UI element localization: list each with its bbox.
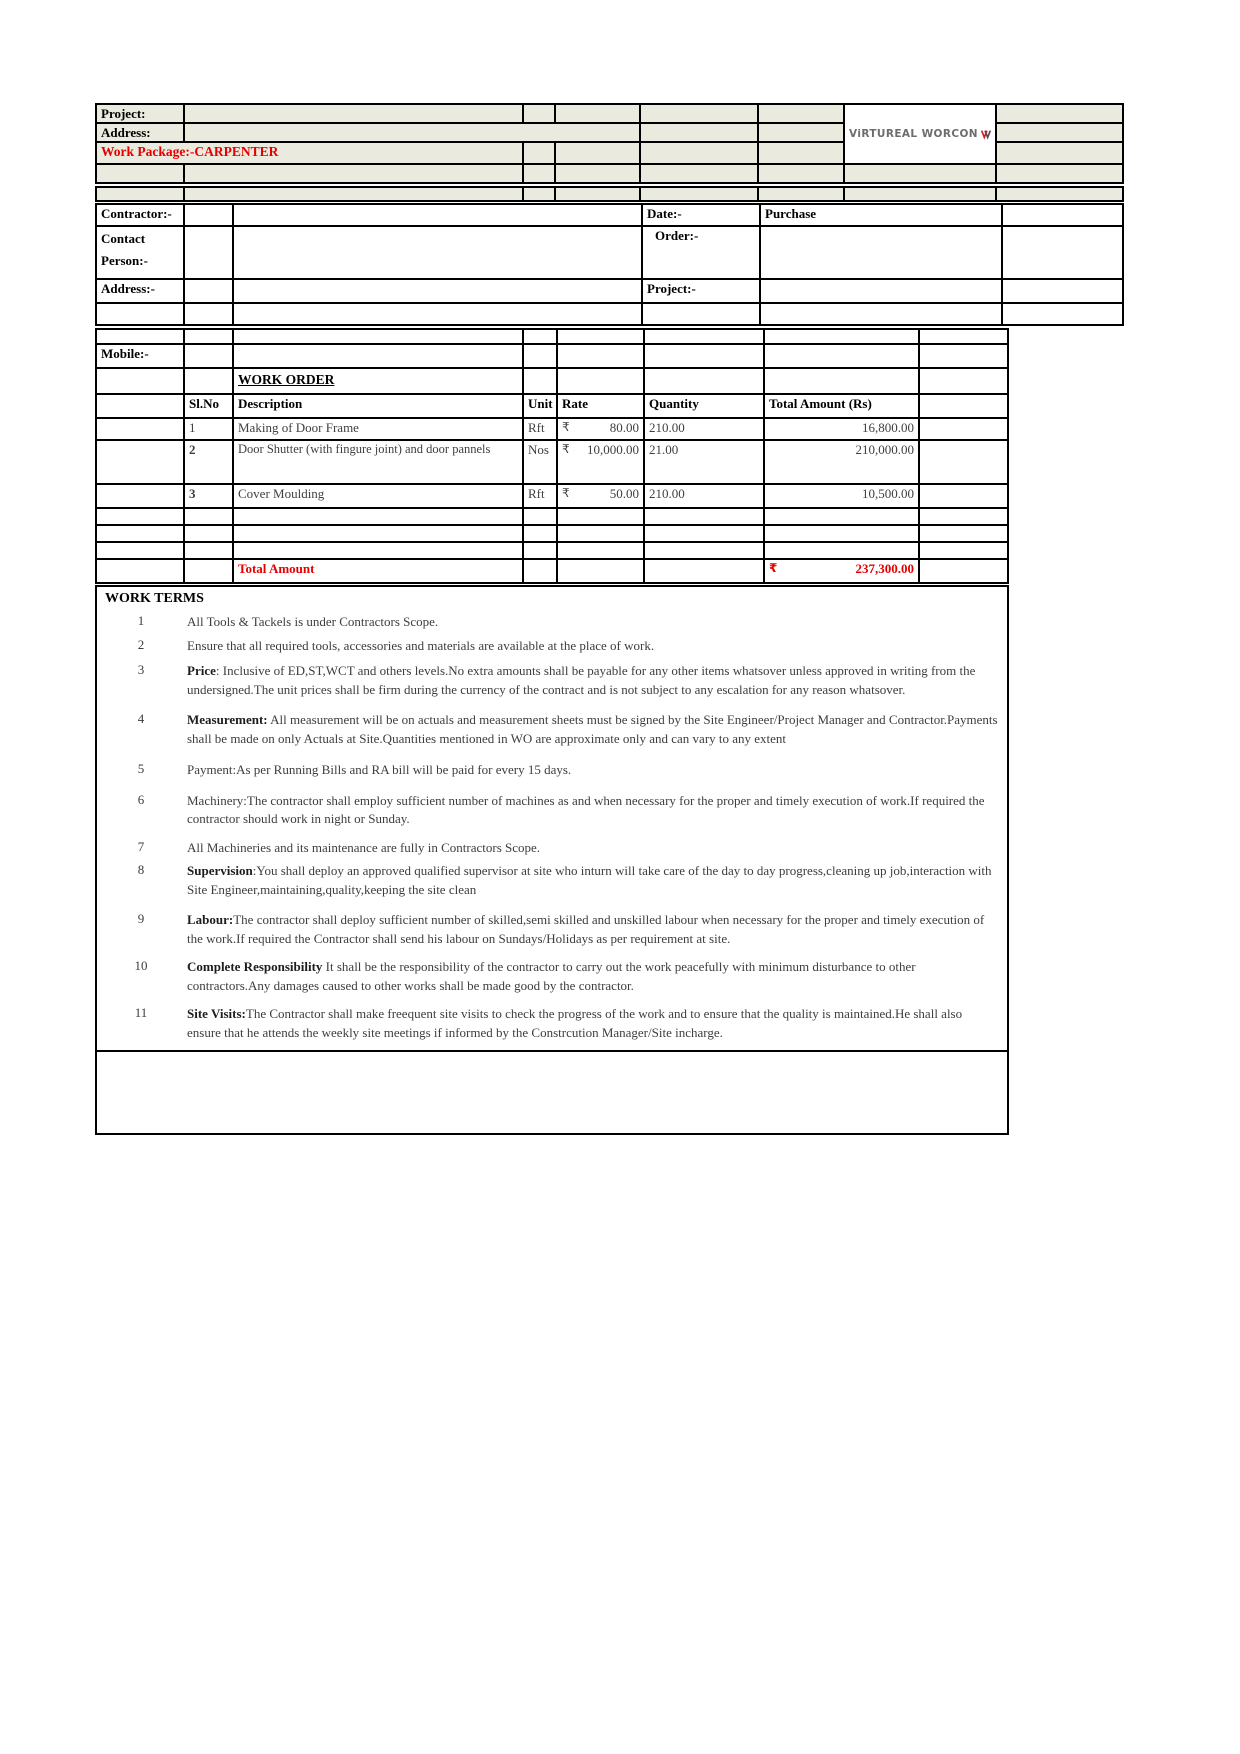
term-text: All Tools & Tackels is under Contractors Scope. [187,614,439,629]
col-header-description: Description [234,395,522,417]
empty-cell [645,509,763,524]
empty-cell [185,165,522,182]
term-number: 4 [137,711,145,726]
empty-cell [556,188,639,200]
empty-cell [645,560,763,582]
contractor-address-label: Address:- [97,280,183,302]
rate-cell [558,485,643,507]
address-label: Address: [97,124,183,141]
grand-total-cell [765,560,918,582]
term-number: 5 [137,761,145,776]
empty-cell [759,105,843,122]
footer-empty-box [95,1050,1009,1135]
contractor-details-box [95,203,1124,326]
project-value-cell [185,105,522,122]
empty-cell [759,124,843,141]
unit-cell: Rft [524,485,556,507]
empty-cell [761,227,1001,278]
term-text: Ensure that all required tools, accessories and materials are available at the place of work. [187,637,655,653]
empty-cell [185,560,232,582]
empty-cell [558,330,643,343]
empty-cell [845,165,995,182]
total-amount-cell: 210,000.00 [765,441,918,483]
empty-cell [524,369,556,393]
empty-cell [234,304,641,324]
empty-cell [97,330,183,343]
term-text: Payment:As per Running Bills and RA bill will be paid for every 15 days. [187,762,572,777]
empty-cell [185,188,522,200]
empty-cell [641,124,757,141]
empty-cell [524,345,556,367]
empty-cell [997,188,1122,200]
empty-cell [97,441,183,483]
term-number: 1 [137,613,145,628]
contractor-value-cell [234,205,641,225]
description-cell: Making of Door Frame [234,419,522,439]
work-term-item [103,958,1001,995]
empty-cell [765,509,918,524]
empty-cell [645,543,763,558]
empty-cell [641,105,757,122]
grand-total-value: 237,300.00 [855,561,914,576]
empty-cell [1003,227,1122,278]
col-header-slno: Sl.No [185,395,232,417]
spacer-row [95,186,1124,202]
work-term-item [103,711,1001,748]
empty-cell [920,395,1007,417]
work-term-item [103,911,1001,948]
empty-cell [524,526,556,541]
empty-cell [524,330,556,343]
empty-cell [185,304,232,324]
term-text: Labour:The contractor shall deploy sufficient number of skilled,semi skilled and unskilled labour when necessary for the proper and timely execution of the work.If required the Contractor shall send his labour on Sundays/Holidays as per requirement at site. [187,912,985,946]
empty-cell [556,105,639,122]
mobile-label: Mobile:- [97,345,183,367]
term-text: Supervision:You shall deploy an approved qualified supervisor at site who inturn will take care of the day to day progress,cleaning up job,interaction with Site Engineer,maintaining,quality,keeping the site clean [187,863,992,897]
term-text: Site Visits:The Contractor shall make freequent site visits to check the progress of the work and to ensure that the quality is maintained.He shall also ensure that he attends the weekly site meetings if informed by the Constrcution Manager/Site incharge. [187,1006,963,1040]
empty-cell [920,419,1007,439]
mobile-value-cell [234,345,522,367]
empty-cell [558,509,643,524]
empty-cell [765,543,918,558]
description-cell: Cover Moulding [234,485,522,507]
empty-cell [1003,280,1122,302]
empty-cell [524,509,556,524]
empty-cell [185,280,232,302]
empty-cell [524,543,556,558]
term-text: Measurement: All measurement will be on actuals and measurement sheets must be signed by the Site Engineer/Project Manager and Contractor.Payments shall be made on only Actuals at Site.Quantities mentioned in WO are approximate only and can vary to any extent [187,712,998,746]
empty-cell [765,526,918,541]
empty-cell [920,369,1007,393]
term-number: 11 [134,1005,148,1020]
work-terms-title: WORK TERMS [105,591,204,606]
col-header-quantity: Quantity [645,395,763,417]
work-term-item [103,662,1001,699]
unit-cell: Nos [524,441,556,483]
empty-cell [97,304,183,324]
work-order-title: WORK ORDER [234,369,522,393]
project-label: Project: [97,105,183,122]
empty-cell [997,143,1122,163]
total-amount-label: Total Amount [234,560,522,582]
empty-cell [558,526,643,541]
empty-cell [997,124,1122,141]
empty-cell [759,143,843,163]
empty-cell [97,165,183,182]
empty-cell [524,165,554,182]
empty-cell [524,560,556,582]
sl-no-cell: 2 [185,441,232,483]
contractor-address-value-cell [234,280,641,302]
empty-cell [920,441,1007,483]
empty-cell [645,345,763,367]
empty-cell [97,560,183,582]
rate-value: 10,000.00 [587,442,639,457]
empty-cell [641,188,757,200]
unit-cell: Rft [524,419,556,439]
empty-cell [185,227,232,278]
logo-w-icon [981,123,991,145]
col-header-unit: Unit [524,395,556,417]
empty-cell [97,395,183,417]
empty-cell [185,526,232,541]
contact-person-label: Contact Person:- [97,227,183,278]
empty-cell [920,330,1007,343]
work-term-item [103,792,1001,829]
po-project-label: Project:- [643,280,759,302]
empty-cell [558,369,643,393]
empty-cell [920,543,1007,558]
sl-no-cell: 3 [185,485,232,507]
term-text: Machinery:The contractor shall employ sufficient number of machines as and when necessary for the proper and timely execution of work.If required the contractor should work in night or Sunday. [187,792,985,826]
empty-cell [920,485,1007,507]
empty-cell [645,526,763,541]
description-cell: Door Shutter (with fingure joint) and door pannels [234,441,522,483]
empty-cell [97,526,183,541]
empty-cell [759,165,843,182]
company-logo [845,105,995,163]
date-label: Date:- [643,205,759,225]
empty-cell [185,543,232,558]
empty-cell [645,369,763,393]
empty-cell [97,543,183,558]
empty-cell [524,143,554,163]
header-box [95,103,1124,184]
empty-cell [558,543,643,558]
empty-cell [997,105,1122,122]
col-header-rate: Rate [558,395,643,417]
empty-cell [920,560,1007,582]
order-label: Order:- [643,227,759,278]
term-text: All Machineries and its maintenance are fully in Contractors Scope. [187,839,541,855]
empty-cell [645,330,763,343]
empty-cell [643,304,759,324]
empty-cell [558,345,643,367]
empty-cell [185,330,232,343]
contractor-label: Contractor:- [97,205,183,225]
work-term-item [103,761,1001,780]
rupee-symbol: ₹ [562,420,570,434]
term-number: 8 [137,862,145,877]
empty-cell [185,509,232,524]
total-amount-cell: 10,500.00 [765,485,918,507]
empty-cell [765,369,918,393]
quantity-cell: 21.00 [645,441,763,483]
empty-cell [641,165,757,182]
empty-cell [185,369,232,393]
quantity-cell: 210.00 [645,485,763,507]
empty-cell [920,509,1007,524]
empty-cell [997,165,1122,182]
term-number: 3 [137,662,145,677]
work-term-item [103,1005,1001,1042]
empty-cell [1003,304,1122,324]
rupee-symbol: ₹ [562,442,570,456]
purchase-label: Purchase [761,205,1001,225]
term-number: 7 [137,838,145,854]
term-number: 6 [137,791,145,807]
empty-cell [765,330,918,343]
quantity-cell: 210.00 [645,419,763,439]
term-text: Price: Inclusive of ED,ST,WCT and others levels.No extra amounts shall be payable for any other items whatsover unless approved in writing from the undersigned.The unit prices shall be firm during the currency of the contract and is not subject to any escalation for any reason whatsover. [187,663,976,697]
term-number: 9 [137,911,145,926]
empty-cell [97,509,183,524]
empty-cell [765,345,918,367]
work-term-item [103,862,1001,899]
empty-cell [920,526,1007,541]
rate-value: 50.00 [609,486,639,501]
rupee-symbol: ₹ [562,486,570,500]
rate-value: 80.00 [609,420,639,435]
total-amount-cell: 16,800.00 [765,419,918,439]
empty-cell [97,419,183,439]
empty-cell [234,330,522,343]
empty-cell [185,205,232,225]
empty-cell [524,188,554,200]
empty-cell [185,345,232,367]
empty-cell [234,526,522,541]
logo-text: ViRTUREAL WORCON [849,127,978,141]
term-text: Complete Responsibility It shall be the responsibility of the contractor to carry out the work peacefully with minimum disturbance to other contractors.Any damages caused to other works shall be made good by the contractor. [187,959,916,993]
empty-cell [1003,205,1122,225]
empty-cell [761,280,1001,302]
empty-cell [234,509,522,524]
work-order-table [95,328,1009,584]
term-number: 2 [137,636,145,652]
empty-cell [97,369,183,393]
sl-no-cell: 1 [185,419,232,439]
work-term-item [103,637,1001,656]
term-number: 10 [134,958,148,973]
empty-cell [97,188,183,200]
empty-cell [97,485,183,507]
rate-cell [558,419,643,439]
empty-cell [558,560,643,582]
empty-cell [920,345,1007,367]
empty-cell [556,165,639,182]
work-term-item [103,613,1001,632]
address-value-cell [185,124,639,141]
empty-cell [759,188,843,200]
empty-cell [234,543,522,558]
work-package-label: Work Package:-CARPENTER [97,143,522,163]
empty-cell [845,188,995,200]
work-terms-box [95,585,1009,1052]
empty-cell [641,143,757,163]
empty-cell [761,304,1001,324]
contact-person-value-cell [234,227,641,278]
empty-cell [556,143,639,163]
empty-cell [524,105,554,122]
col-header-total-amount: Total Amount (Rs) [765,395,918,417]
work-term-item [103,839,1001,858]
rate-cell [558,441,643,483]
rupee-symbol: ₹ [769,561,778,575]
